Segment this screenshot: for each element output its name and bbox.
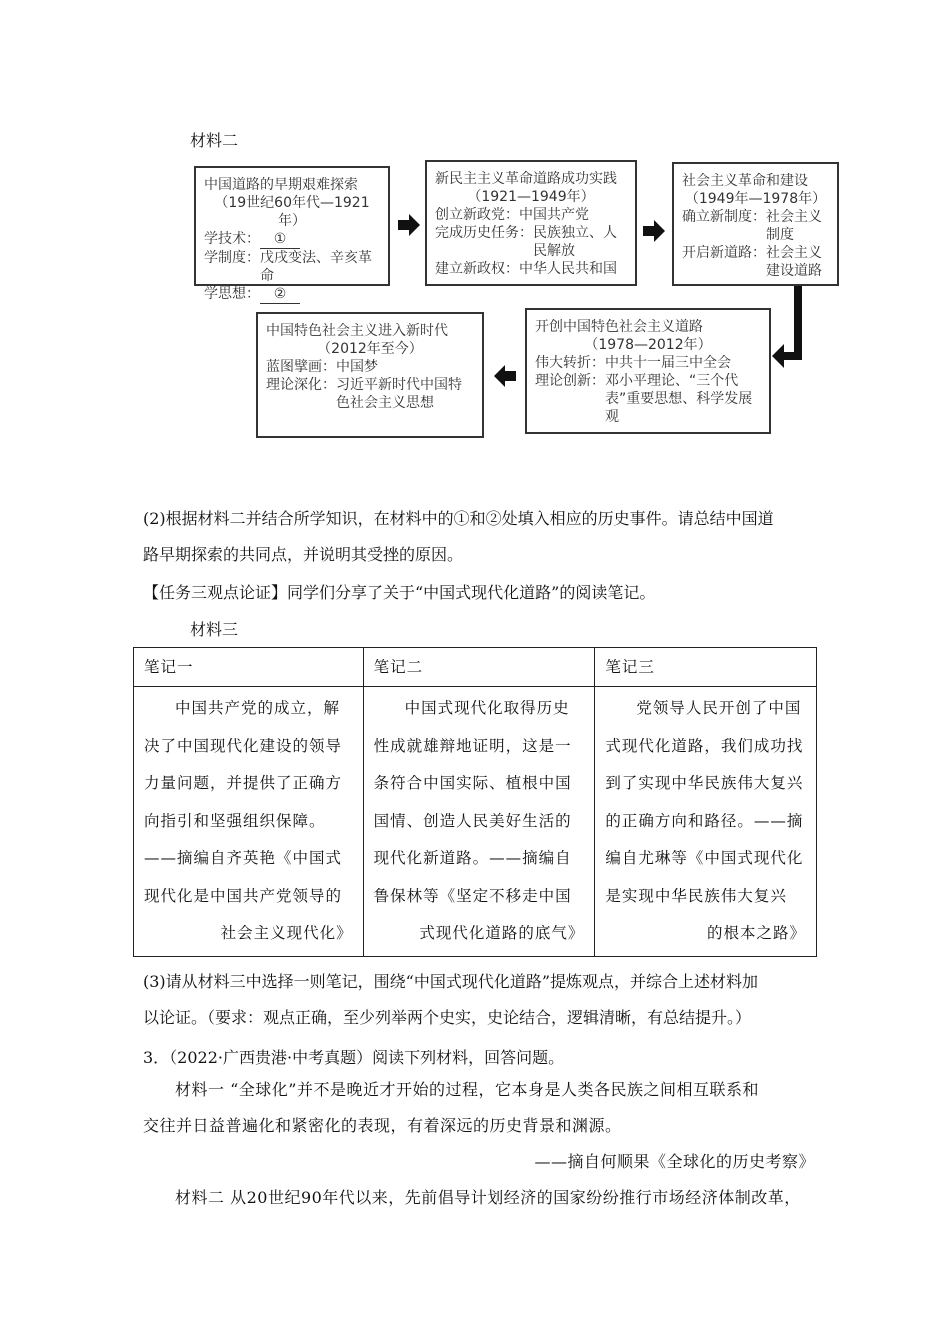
box3-system-value: 社会主义制度 (766, 209, 822, 243)
material-2-line-1: 材料二 从20世纪90年代以来，先前倡导计划经济的国家纷纷推行市场经济体制改革， (175, 1188, 801, 1207)
box2-period: （1921—1949年） (467, 189, 595, 205)
table-header-row (134, 648, 817, 687)
flow-box-socialism-chinese-characteristics (525, 308, 771, 434)
note-2-text: 中国式现代化取得历史性成就雄辩地证明，这是一条符合中国实际、植根中国国情、创造人民美好生活的现代化新道路。——摘编自鲁保林等《坚定不移走中国 (373, 699, 572, 905)
note-3-source-tail: 的根本之路》 (706, 924, 806, 942)
box5-title: 中国特色社会主义进入新时代 (266, 323, 448, 339)
material-1-line-1: 材料一 “全球化”并不是晚近才开始的过程，它本身是人类各民族之间相互联系和 (175, 1080, 759, 1099)
note-2-source-tail: 式现代化道路的底气》 (419, 924, 585, 942)
blank-1: ① (260, 230, 300, 249)
box4-turn-key: 伟大转折： (535, 355, 605, 371)
box2-party-key: 创立新政党： (435, 207, 519, 223)
box3-title: 社会主义革命和建设 (682, 173, 808, 189)
problem-3-heading: 3．（2022·广西贵港·中考真题）阅读下列材料，回答问题。 (143, 1048, 565, 1067)
box3-road-value: 社会主义建设道路 (766, 245, 822, 279)
box5-period: （2012年至今） (317, 341, 423, 357)
box5-theory-key: 理论深化： (266, 377, 336, 393)
box2-state-value: 中华人民共和国 (519, 261, 617, 277)
box4-theory-value: 邓小平理论、“三个代表”重要思想、科学发展观 (605, 373, 753, 425)
note-1-header: 笔记一 (134, 648, 364, 687)
box5-blueprint-key: 蓝图擘画： (266, 359, 336, 375)
question-2-line-1: (2)根据材料二并结合所学知识，在材料中的①和②处填入相应的历史事件。请总结中国道 (143, 509, 774, 528)
note-3-header: 笔记三 (595, 648, 817, 687)
box4-theory-key: 理论创新： (535, 373, 605, 389)
box2-state-key: 建立新政权： (435, 261, 519, 277)
box4-period: （1978—2012年） (584, 337, 712, 353)
reading-notes-table (133, 647, 817, 957)
material-1-source: ——摘自何顺果《全球化的历史考察》 (534, 1152, 815, 1171)
box2-party-value: 中国共产党 (519, 207, 589, 223)
question-3 (143, 964, 843, 1036)
note-1-text: 中国共产党的成立，解决了中国现代化建设的领导力量问题，并提供了正确方向指引和坚强组织保障。——摘编自齐英艳《中国式现代化是中国共产党领导的 (144, 699, 343, 905)
box3-system-key: 确立新制度： (682, 209, 766, 225)
problem-3-materials (143, 1072, 815, 1216)
arrow-right-icon (398, 214, 420, 236)
box5-theory-value: 习近平新时代中国特色社会主义思想 (336, 377, 462, 411)
box4-turn-value: 中共十一届三中全会 (605, 355, 731, 371)
box2-task-key: 完成历史任务： (435, 225, 533, 241)
flow-box-new-era (256, 312, 484, 438)
box3-period: （1949年—1978年） (684, 191, 827, 207)
task-3-heading: 【任务三观点论证】同学们分享了关于“中国式现代化道路”的阅读笔记。 (143, 583, 656, 602)
box3-road-key: 开启新道路： (682, 245, 766, 261)
note-2-body (363, 687, 595, 957)
arrow-right-icon (643, 220, 665, 242)
box1-period: （19世纪60年代—1921年） (214, 195, 370, 229)
material-2-label: 材料二 (190, 131, 239, 150)
box5-blueprint-value: 中国梦 (336, 359, 378, 375)
question-3-line-1: (3)请从材料三中选择一则笔记，围绕“中国式现代化道路”提炼观点，并综合上述材料加 (143, 972, 759, 991)
box1-title: 中国道路的早期艰难探索 (204, 177, 358, 193)
material-3-label: 材料三 (190, 620, 239, 639)
question-2-line-2: 路早期探索的共同点，并说明其受挫的原因。 (143, 545, 464, 564)
material-1-line-2: 交往并日益普遍化和紧密化的表现，有着深远的历史背景和渊源。 (143, 1116, 622, 1135)
flow-box-early-exploration (194, 166, 390, 302)
blank-2: ② (260, 285, 300, 304)
box1-tech-key: 学技术： (204, 231, 260, 247)
note-1-source-tail: 社会主义现代化》 (220, 924, 353, 942)
note-1-body (134, 687, 364, 957)
flow-box-socialist-construction (672, 162, 839, 286)
question-3-line-2: 以论证。（要求：观点正确，至少列举两个史实，史论结合，逻辑清晰，有总结提升。） (143, 1008, 752, 1027)
note-3-text: 党领导人民开创了中国式现代化道路，我们成功找到了实现中华民族伟大复兴的正确方向和路径。——摘编自尤琳等《中国式现代化是实现中华民族伟大复兴 (605, 699, 804, 905)
flow-box-new-democratic (425, 160, 637, 286)
box2-task-value: 民族独立、人民解放 (533, 225, 617, 259)
box1-thought-key: 学思想： (204, 286, 260, 302)
note-2-header: 笔记二 (363, 648, 595, 687)
table-row (134, 687, 817, 957)
note-3-body (595, 687, 817, 957)
box4-title: 开创中国特色社会主义道路 (535, 319, 703, 335)
box2-title: 新民主主义革命道路成功实践 (435, 171, 617, 187)
arrow-elbow-icon (770, 286, 806, 372)
question-2 (143, 501, 823, 573)
arrow-left-icon (494, 365, 516, 387)
box1-system-value: 戊戌变法、辛亥革命 (260, 250, 372, 284)
box1-system-key: 学制度： (204, 250, 260, 266)
